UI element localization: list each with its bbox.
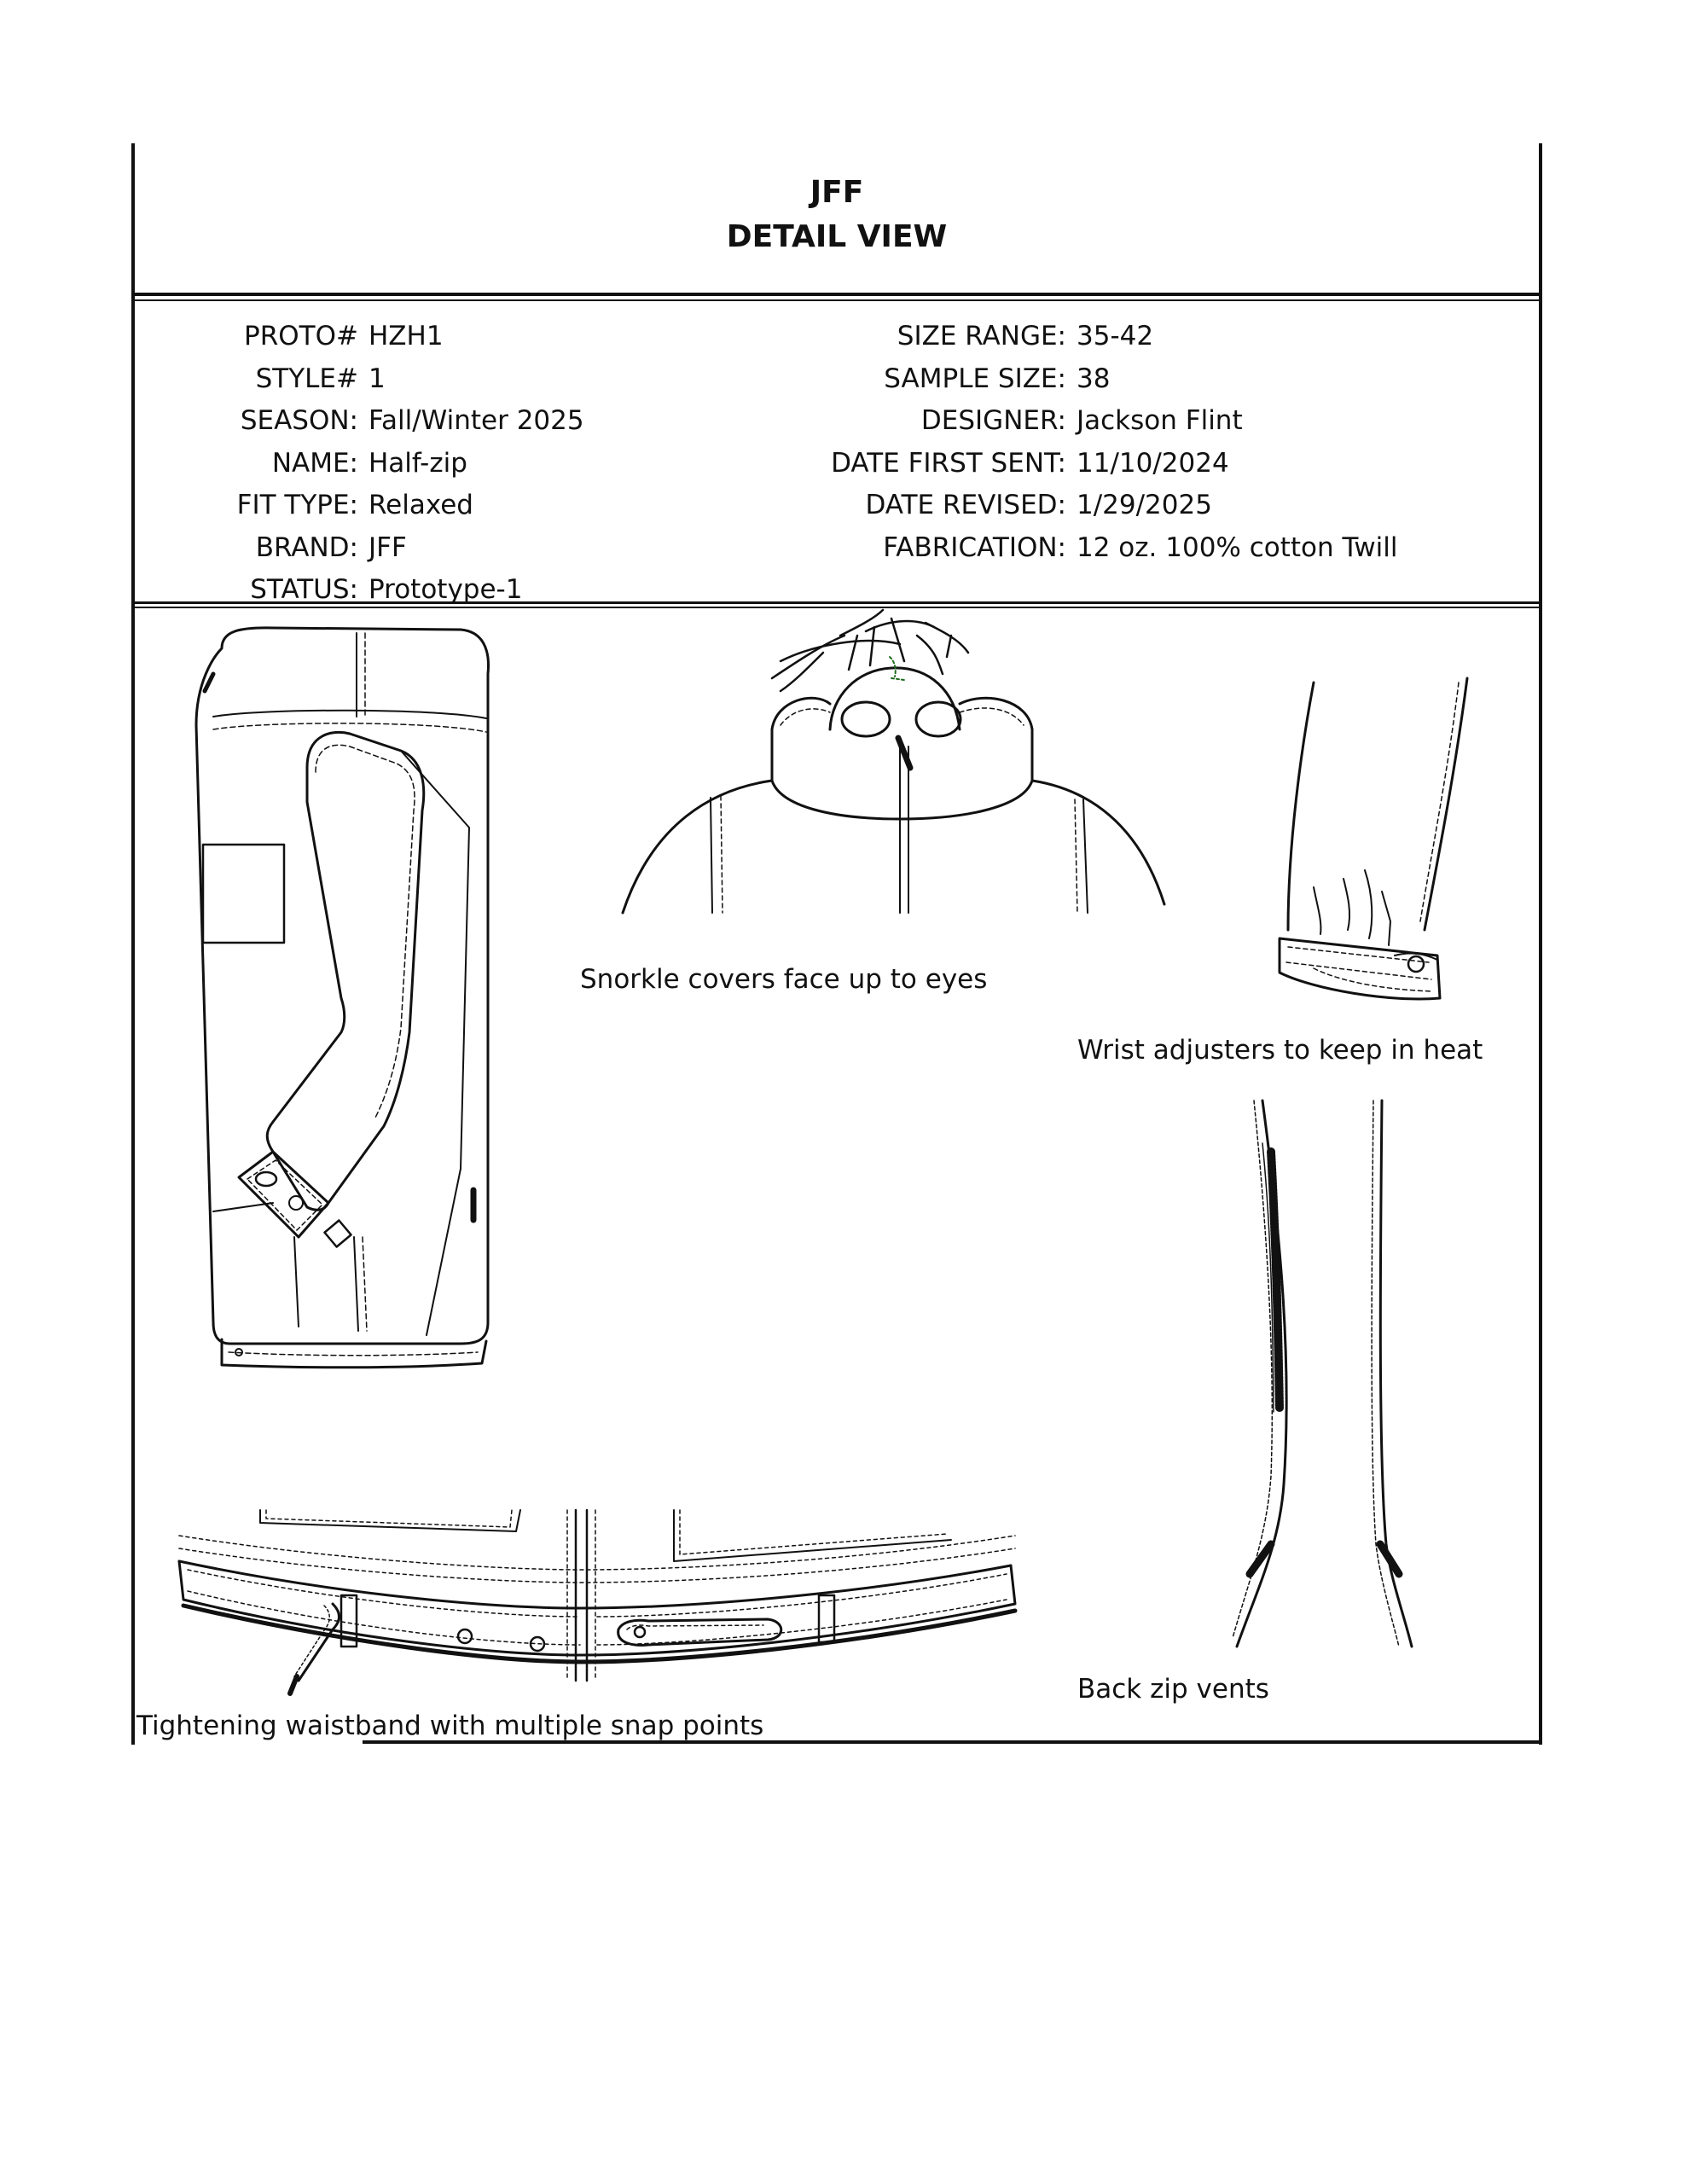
- spec-value: Jackson Flint: [1077, 405, 1243, 436]
- spec-value: HZH1: [369, 321, 444, 351]
- spec-value: Prototype-1: [369, 574, 523, 605]
- spec-row-sample-size: [785, 358, 1398, 401]
- spec-label: STYLE#: [255, 363, 358, 394]
- spec-info-left: [171, 316, 584, 612]
- frame-right-border: [1539, 143, 1542, 1745]
- spec-label: SEASON:: [240, 405, 358, 436]
- spec-value: Relaxed: [369, 490, 473, 520]
- spec-row-date-first-sent: [785, 443, 1398, 485]
- spec-row-size-range: [785, 316, 1398, 358]
- wrist-adjuster-sketch: [1262, 674, 1484, 1024]
- caption-snorkle: Snorkle covers face up to eyes: [580, 964, 988, 995]
- spec-label: FABRICATION:: [883, 531, 1066, 563]
- frame-left-border: [131, 143, 135, 1745]
- spec-row-date-revised: [785, 485, 1398, 527]
- back-zip-vents-sketch: [1220, 1101, 1433, 1655]
- spec-value: 1: [369, 363, 386, 394]
- spec-value: 38: [1077, 363, 1111, 394]
- spec-row-status: [171, 569, 584, 612]
- spec-label: FIT TYPE:: [236, 490, 358, 520]
- spec-label: PROTO#: [244, 321, 358, 351]
- spec-label: SAMPLE SIZE:: [884, 363, 1066, 394]
- title-divider-inner: [131, 299, 1542, 301]
- spec-value: JFF: [369, 531, 407, 563]
- spec-label: DESIGNER:: [920, 405, 1066, 436]
- spec-value: Half-zip: [369, 447, 467, 479]
- spec-row-season: [171, 400, 584, 443]
- spec-label: NAME:: [271, 447, 358, 479]
- spec-value: 35-42: [1077, 321, 1154, 351]
- folded-jacket-sketch: [179, 623, 520, 1365]
- title-divider: [131, 293, 1542, 296]
- caption-back-zip-vents: Back zip vents: [1077, 1674, 1269, 1705]
- spec-label: BRAND:: [255, 531, 358, 563]
- caption-waistband: Tightening waistband with multiple snap points: [136, 1711, 764, 1741]
- spec-row-fabrication: [785, 527, 1398, 570]
- title-block: [135, 171, 1539, 259]
- spec-row-designer: [785, 400, 1398, 443]
- spec-value: 11/10/2024: [1077, 447, 1229, 479]
- spec-row-proto: [171, 316, 584, 358]
- spec-info-right: [785, 316, 1398, 569]
- spec-row-fit-type: [171, 485, 584, 527]
- spec-row-brand: [171, 527, 584, 570]
- spec-label: STATUS:: [250, 574, 358, 605]
- spec-value: 1/29/2025: [1077, 490, 1212, 520]
- snorkel-hood-sketch: [610, 610, 1190, 934]
- spec-label: DATE FIRST SENT:: [831, 447, 1066, 479]
- caption-wrist-adjusters: Wrist adjusters to keep in heat: [1077, 1035, 1483, 1066]
- spec-value: 12 oz. 100% cotton Twill: [1077, 531, 1398, 563]
- view-title: DETAIL VIEW: [726, 219, 948, 254]
- spec-label: DATE REVISED:: [865, 490, 1066, 520]
- spec-row-style: [171, 358, 584, 401]
- waistband-sketch: [171, 1510, 1024, 1723]
- brand-title: JFF: [810, 175, 864, 210]
- spec-row-name: [171, 443, 584, 485]
- spec-value: Fall/Winter 2025: [369, 405, 584, 436]
- spec-label: SIZE RANGE:: [897, 321, 1066, 351]
